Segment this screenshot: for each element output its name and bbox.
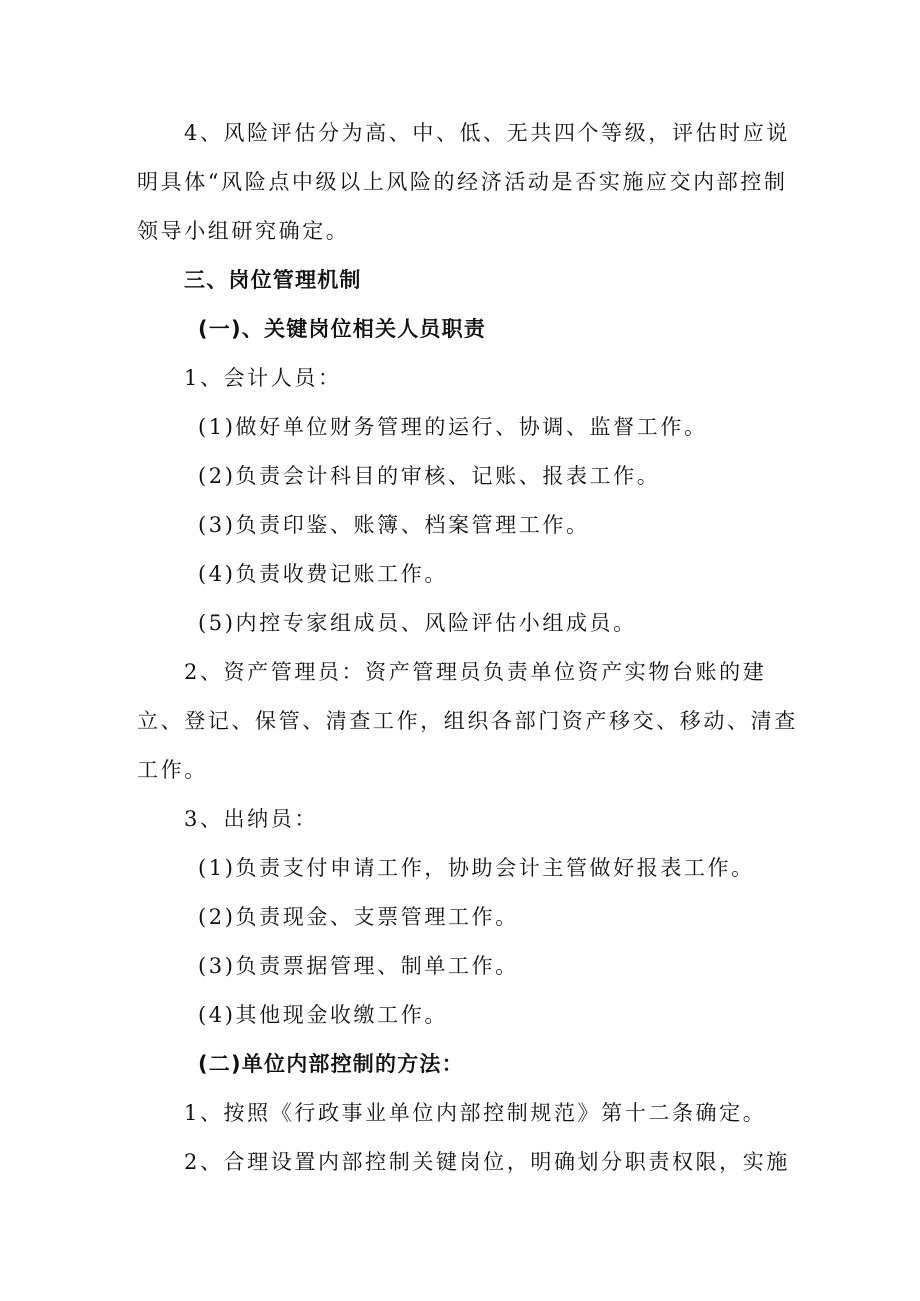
list-item: (1)负责支付申请工作，协助会计主管做好报表工作。 <box>198 856 755 880</box>
subsection-heading: (一)、关键岗位相关人员职责 <box>198 317 486 341</box>
list-item: (3)负责印鉴、账簿、档案管理工作。 <box>198 513 590 537</box>
list-item: (4)负责收费记账工作。 <box>198 562 448 586</box>
list-item: (5)内控专家组成员、风险评估小组成员。 <box>198 611 637 635</box>
list-item: (4)其他现金收缴工作。 <box>198 1003 448 1027</box>
paragraph-line: 2、合理设置内部控制关键岗位，明确划分职责权限，实施 <box>184 1150 790 1174</box>
list-heading: 1、会计人员： <box>184 366 342 390</box>
list-item: (1)做好单位财务管理的运行、协调、监督工作。 <box>198 415 708 439</box>
subsection-heading: (二)单位内部控制的方法： <box>198 1052 464 1076</box>
list-item: (3)负责票据管理、制单工作。 <box>198 954 519 978</box>
paragraph-line: 工作。 <box>137 758 208 782</box>
list-item: (2)负责会计科目的审核、记账、报表工作。 <box>198 464 661 488</box>
list-heading: 3、出纳员： <box>184 807 318 831</box>
paragraph-line: 领导小组研究确定。 <box>137 219 350 243</box>
section-heading: 三、岗位管理机制 <box>184 268 362 292</box>
paragraph-line: 明具体“风险点中级以上风险的经济活动是否实施应交内部控制 <box>137 170 788 194</box>
paragraph-line: 2、资产管理员：资产管理员负责单位资产实物台账的建 <box>184 660 767 684</box>
paragraph-line: 立、登记、保管、清查工作，组织各部门资产移交、移动、清查 <box>137 709 798 733</box>
paragraph-line: 4、风险评估分为高、中、低、无共四个等级，评估时应说 <box>184 121 790 145</box>
list-item: (2)负责现金、支票管理工作。 <box>198 905 519 929</box>
paragraph-line: 1、按照《行政事业单位内部控制规范》第十二条确定。 <box>184 1101 767 1125</box>
